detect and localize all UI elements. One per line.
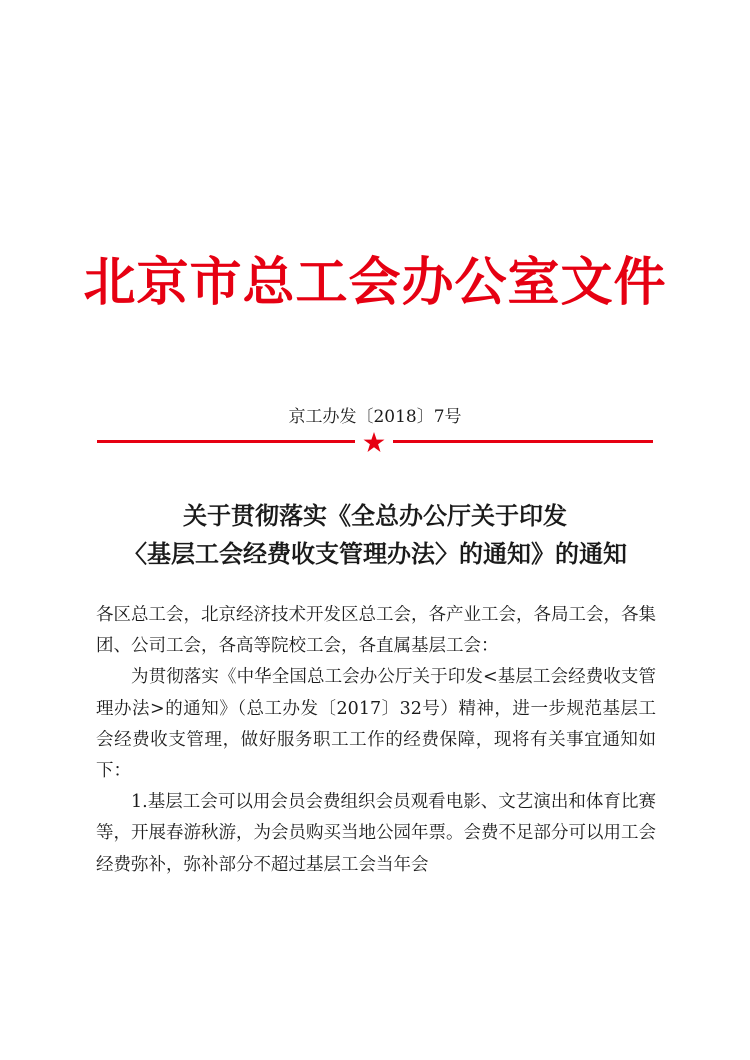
body-paragraph-item-1: 1.基层工会可以用会员会费组织会员观看电影、文艺演出和体育比赛等，开展春游秋游，为会员购买当地公园年票。会费不足部分可以用工会经费弥补，弥补部分不超过基层工会当年会 (96, 792, 656, 875)
document-header-title: 北京市总工会办公室文件 (83, 253, 667, 313)
notice-title (0, 497, 750, 573)
red-divider-right (393, 440, 653, 443)
addressees: 各区总工会，北京经济技术开发区总工会，各产业工会，各局工会，各集团、公司工会，各高等院校工会，各直属基层工会： (96, 605, 656, 657)
star-icon (362, 431, 386, 455)
red-divider-left (97, 440, 355, 443)
notice-title-line-2: 〈基层工会经费收支管理办法〉的通知》的通知 (123, 539, 627, 568)
document-number: 京工办发〔2018〕7号 (288, 407, 462, 427)
notice-title-line-1: 关于贯彻落实《全总办公厅关于印发 (183, 501, 567, 530)
notice-body (96, 600, 656, 881)
body-paragraph-intro: 为贯彻落实《中华全国总工会办公厅关于印发<基层工会经费收支管理办法>的通知》（总工办发〔2017〕32号）精神，进一步规范基层工会经费收支管理，做好服务职工工作的经费保障，现将有关事宜通知如下： (96, 667, 656, 782)
